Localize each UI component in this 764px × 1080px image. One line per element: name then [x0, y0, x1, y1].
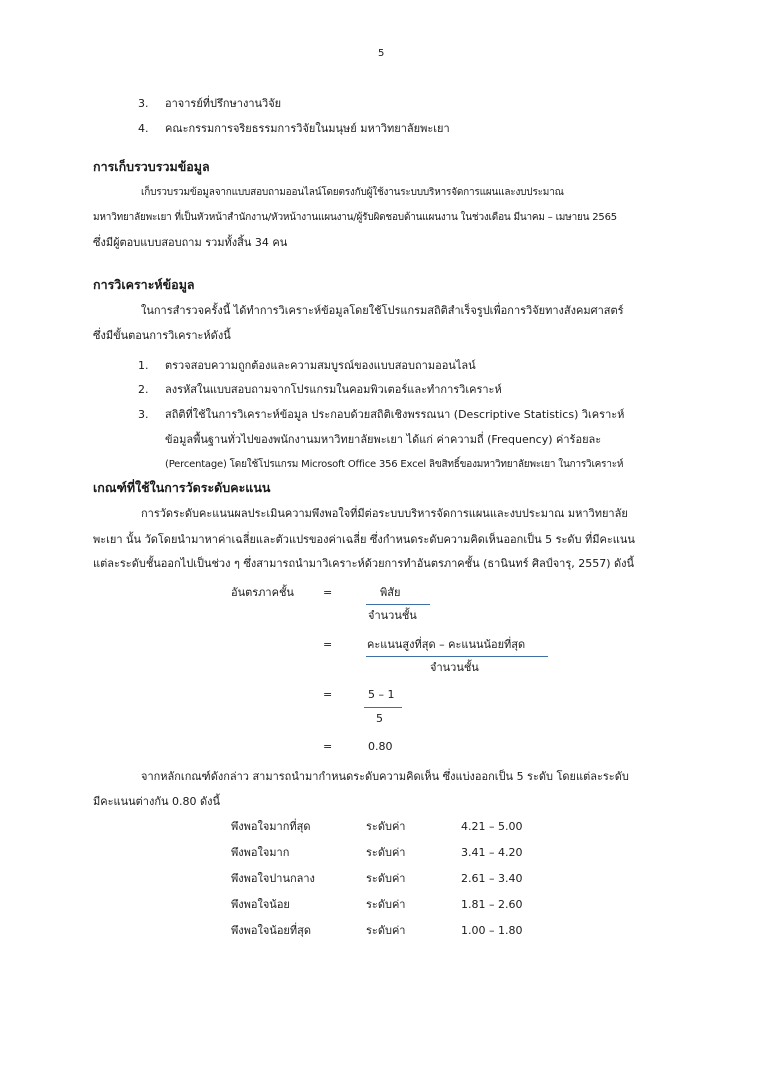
paragraph-line: การวัดระดับคะแนนผลประเมินความพึงพอใจที่มีต่อระบบบริหารจัดการแผนและงบประมาณ มหาวิทยาลัย	[141, 507, 628, 520]
list-item-number: 3.	[138, 97, 149, 110]
formula-denominator: จำนวนชั้น	[430, 661, 479, 674]
list-item-number: 4.	[138, 122, 149, 135]
list-item: สถิติที่ใช้ในการวิเคราะห์ข้อมูล ประกอบด้วยสถิติเชิงพรรณนา (Descriptive Statistics) วิเคราะห์	[165, 408, 625, 421]
list-item: อาจารย์ที่ปรึกษางานวิจัย	[165, 97, 282, 110]
level-range: 4.21 – 5.00	[461, 820, 523, 833]
list-item-number: 2.	[138, 383, 149, 396]
paragraph-line: พะเยา นั้น วัดโดยนำมาหาค่าเฉลี่ยและตัวแปรของค่าเฉลี่ย ซึ่งกำหนดระดับความคิดเห็นออกเป็น 5 ระดับ ที่มีคะแนน	[93, 533, 635, 546]
paragraph-line: ซึ่งมีขั้นตอนการวิเคราะห์ดังนี้	[93, 329, 231, 342]
formula-numerator: คะแนนสูงที่สุด – คะแนนน้อยที่สุด	[367, 638, 526, 651]
paragraph-line: ในการสำรวจครั้งนี้ ได้ทำการวิเคราะห์ข้อมูลโดยใช้โปรแกรมสถิติสำเร็จรูปเพื่อการวิจัยทางสังคมศาสตร์	[141, 304, 624, 317]
fraction-bar	[364, 707, 402, 708]
formula-numerator: 5 – 1	[368, 688, 395, 701]
list-item-continuation: ข้อมูลพื้นฐานทั่วไปของพนักงานมหาวิทยาลัยพะเยา ได้แก่ ค่าความถี่ (Frequency) ค่าร้อยละ	[165, 433, 602, 446]
formula-equals: =	[323, 586, 333, 599]
paragraph-line: มหาวิทยาลัยพะเยา ที่เป็นหัวหน้าสำนักงาน/หัวหน้างานแผนงาน/ผู้รับผิดชอบด้านแผนงาน ในช่วงเดือน มีนาคม – เมษายน 2565	[93, 212, 617, 223]
section-heading-data-collection: การเก็บรวบรวมข้อมูล	[93, 159, 210, 174]
fraction-bar	[366, 656, 548, 657]
formula-result: 0.80	[368, 740, 393, 753]
level-label: พึงพอใจมาก	[231, 846, 290, 859]
formula-numerator: พิสัย	[380, 586, 401, 599]
level-label: พึงพอใจน้อย	[231, 898, 290, 911]
list-item-continuation: (Percentage) โดยใช้โปรแกรม Microsoft Office 356 Excel ลิขสิทธิ์ของมหาวิทยาลัยพะเยา ในการวิเคราะห์	[165, 459, 624, 470]
level-range: 1.81 – 2.60	[461, 898, 523, 911]
level-word: ระดับค่า	[366, 820, 406, 833]
paragraph-line: แต่ละระดับชั้นออกไปเป็นช่วง ๆ ซึ่งสามารถนำมาวิเคราะห์ด้วยการทำอันตรภาคชั้น (ธานินทร์ ศิลป์จารุ, 2557) ดังนี้	[93, 557, 635, 570]
fraction-bar	[366, 604, 430, 605]
list-item: ลงรหัสในแบบสอบถามจากโปรแกรมในคอมพิวเตอร์และทำการวิเคราะห์	[165, 383, 502, 396]
formula-denominator: 5	[376, 712, 383, 725]
formula-equals: =	[323, 740, 333, 753]
level-word: ระดับค่า	[366, 898, 406, 911]
formula-equals: =	[323, 688, 333, 701]
level-range: 3.41 – 4.20	[461, 846, 523, 859]
level-word: ระดับค่า	[366, 872, 406, 885]
level-word: ระดับค่า	[366, 924, 406, 937]
level-range: 1.00 – 1.80	[461, 924, 523, 937]
level-label: พึงพอใจน้อยที่สุด	[231, 924, 311, 937]
level-word: ระดับค่า	[366, 846, 406, 859]
paragraph-line: เก็บรวบรวมข้อมูลจากแบบสอบถามออนไลน์โดยตรงกับผู้ใช้งานระบบบริหารจัดการแผนและงบประมาณ	[141, 187, 564, 198]
list-item: ตรวจสอบความถูกต้องและความสมบูรณ์ของแบบสอบถามออนไลน์	[165, 359, 476, 372]
formula-equals: =	[323, 638, 333, 651]
section-heading-data-analysis: การวิเคราะห์ข้อมูล	[93, 277, 195, 292]
paragraph-line: มีคะแนนต่างกัน 0.80 ดังนี้	[93, 795, 221, 808]
list-item-number: 3.	[138, 408, 149, 421]
page-number: 5	[378, 48, 385, 59]
paragraph-line: ซึ่งมีผู้ตอบแบบสอบถาม รวมทั้งสิ้น 34 คน	[93, 236, 288, 249]
level-label: พึงพอใจมากที่สุด	[231, 820, 311, 833]
list-item: คณะกรรมการจริยธรรมการวิจัยในมนุษย์ มหาวิทยาลัยพะเยา	[165, 122, 450, 135]
level-range: 2.61 – 3.40	[461, 872, 523, 885]
formula-denominator: จำนวนชั้น	[368, 609, 417, 622]
list-item-number: 1.	[138, 359, 149, 372]
level-label: พึงพอใจปานกลาง	[231, 872, 315, 885]
section-heading-scoring-criteria: เกณฑ์ที่ใช้ในการวัดระดับคะแนน	[93, 480, 271, 495]
paragraph-line: จากหลักเกณฑ์ดังกล่าว สามารถนำมากำหนดระดับความคิดเห็น ซึ่งแบ่งออกเป็น 5 ระดับ โดยแต่ละระดับ	[141, 770, 629, 783]
formula-lhs: อันตรภาคชั้น	[231, 586, 294, 599]
